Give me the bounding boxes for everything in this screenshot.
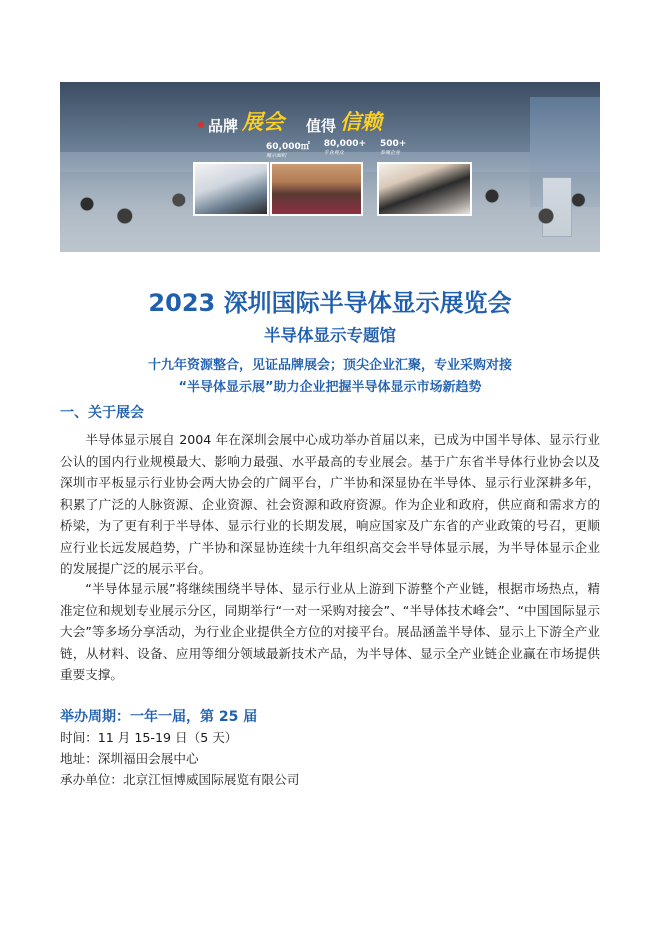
banner-slogan	[198, 110, 382, 136]
info-organizer: 承办单位：北京江恒博威国际展览有限公司	[60, 772, 300, 787]
slogan-brand: 品牌	[208, 117, 239, 135]
stat-visitors-label: 专业观众	[323, 150, 344, 156]
info-venue: 地址：深圳福田会展中心	[60, 751, 199, 766]
stat-exhibitors	[380, 139, 406, 159]
slogan-dot-icon	[198, 122, 204, 128]
info-time: 时间：11 月 15-19 日（5 天）	[60, 730, 238, 745]
slogan-worth: 值得	[306, 117, 337, 135]
page-subtitle: 半导体显示专题馆	[264, 326, 396, 345]
stat-exhibitors-number: 500+	[380, 139, 407, 149]
slogan-trust: 信赖	[340, 110, 383, 134]
slogan-expo: 展会	[242, 110, 285, 134]
schedule-heading: 举办周期：一年一届，第 25 届	[60, 709, 258, 725]
banner-photo-booth	[193, 162, 269, 216]
tagline-1: 十九年资源整合，见证品牌展会；顶尖企业汇聚，专业采购对接	[147, 358, 512, 373]
stat-visitors-number: 80,000+	[323, 139, 367, 149]
banner-stats	[266, 139, 406, 159]
banner-photo-meeting	[377, 162, 472, 216]
stat-area	[266, 139, 310, 159]
stat-area-label: 展示面积	[266, 153, 287, 159]
stat-area-number: 60,000㎡	[266, 142, 310, 152]
hero-banner	[60, 82, 600, 252]
stat-visitors	[324, 139, 366, 159]
page-title: 2023 深圳国际半导体显示展览会	[148, 289, 512, 317]
section-heading-about: 一、关于展会	[60, 405, 144, 421]
banner-photo-conference	[270, 162, 363, 216]
tagline-2: “半导体显示展”助力企业把握半导体显示市场新趋势	[178, 380, 482, 395]
about-paragraph-2: “半导体显示展”将继续围绕半导体、显示行业从上游到下游整个产业链，根据市场热点，精准定位和规划专业展示分区，同期举行“一对一采购对接会”、“半导体技术峰会”、“中国国际显示大会”等多场分享活动，为行业企业提供全方位的对接平台。展品涵盖半导体、显示上下游全产业链，从材料、设备、应用等细分领域最新技术产品，为半导体、显示全产业链企业赢在市场提供重要支撑。	[60, 581, 600, 682]
about-paragraph-1: 半导体显示展自 2004 年在深圳会展中心成功举办首届以来，已成为中国半导体、显示行业公认的国内行业规模最大、影响力最强、水平最高的专业展会。基于广东省半导体行业协会以及深圳市平板显示行业协会两大协会的广阔平台，广半协和深显协在半导体、显示行业深耕多年，积累了广泛的人脉资源、企业资源、社会资源和政府资源。作为企业和政府，供应商和需求方的桥梁，为了更有利于半导体、显示行业的长期发展，响应国家及广东省的产业政策的号召，更顺应行业长远发展趋势，广半协和深显协连续十九年组织高交会半导体显示展，为半导体显示企业的发展提广泛的展示平台。	[60, 432, 600, 576]
stat-exhibitors-label: 参展企业	[380, 150, 401, 156]
